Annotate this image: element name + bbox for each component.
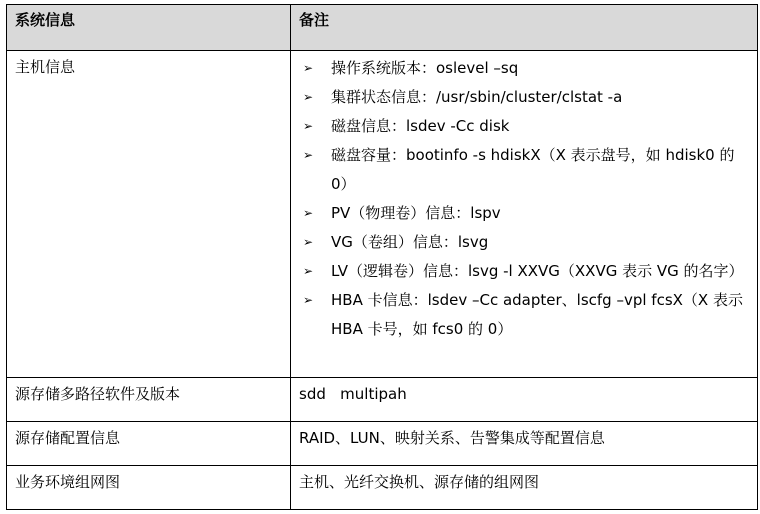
list-item-text: 集群状态信息：/usr/sbin/cluster/clstat -a [331, 88, 623, 106]
arrowhead-bullet-icon: ➢ [303, 206, 314, 220]
list-item [299, 112, 749, 141]
info-table-container [6, 4, 757, 510]
notes-cell: sdd multipah [291, 378, 758, 422]
list-item-text: PV（物理卷）信息：lspv [331, 204, 501, 222]
arrowhead-bullet-icon: ➢ [303, 235, 314, 249]
list-item [299, 286, 749, 344]
list-item-text: 磁盘信息：lsdev -Cc disk [331, 117, 510, 135]
system-cell: 业务环境组网图 [7, 466, 291, 510]
table-row [7, 422, 758, 466]
list-item-text: 磁盘容量：bootinfo -s hdiskX（X 表示盘号，如 hdisk0 的 0） [331, 146, 735, 193]
table-header-row [7, 5, 758, 51]
arrowhead-bullet-icon: ➢ [303, 90, 314, 104]
list-item [299, 83, 749, 112]
list-item [299, 199, 749, 228]
system-cell: 源存储多路径软件及版本 [7, 378, 291, 422]
list-item [299, 54, 749, 83]
list-item [299, 257, 749, 286]
list-item-text: 操作系统版本：oslevel –sq [331, 59, 519, 77]
arrowhead-bullet-icon: ➢ [303, 61, 314, 75]
table-row [7, 466, 758, 510]
header-system-info: 系统信息 [7, 5, 291, 51]
notes-cell: 主机、光纤交换机、源存储的组网图 [291, 466, 758, 510]
table-row [7, 51, 758, 378]
notes-cell: RAID、LUN、映射关系、告警集成等配置信息 [291, 422, 758, 466]
arrowhead-bullet-icon: ➢ [303, 119, 314, 133]
system-cell: 主机信息 [7, 51, 291, 378]
list-item-text: HBA 卡信息：lsdev –Cc adapter、lscfg –vpl fcsX（X 表示 HBA 卡号，如 fcs0 的 0） [331, 291, 743, 338]
notes-cell [291, 51, 758, 378]
list-item [299, 228, 749, 257]
system-info-table [6, 4, 758, 510]
table-row [7, 378, 758, 422]
arrowhead-bullet-icon: ➢ [303, 148, 314, 162]
list-item-text: LV（逻辑卷）信息：lsvg -l XXVG（XXVG 表示 VG 的名字） [331, 262, 744, 280]
list-item [299, 141, 749, 199]
arrowhead-bullet-icon: ➢ [303, 264, 314, 278]
header-notes: 备注 [291, 5, 758, 51]
list-item-text: VG（卷组）信息：lsvg [331, 233, 489, 251]
system-cell: 源存储配置信息 [7, 422, 291, 466]
arrowhead-bullet-icon: ➢ [303, 293, 314, 307]
